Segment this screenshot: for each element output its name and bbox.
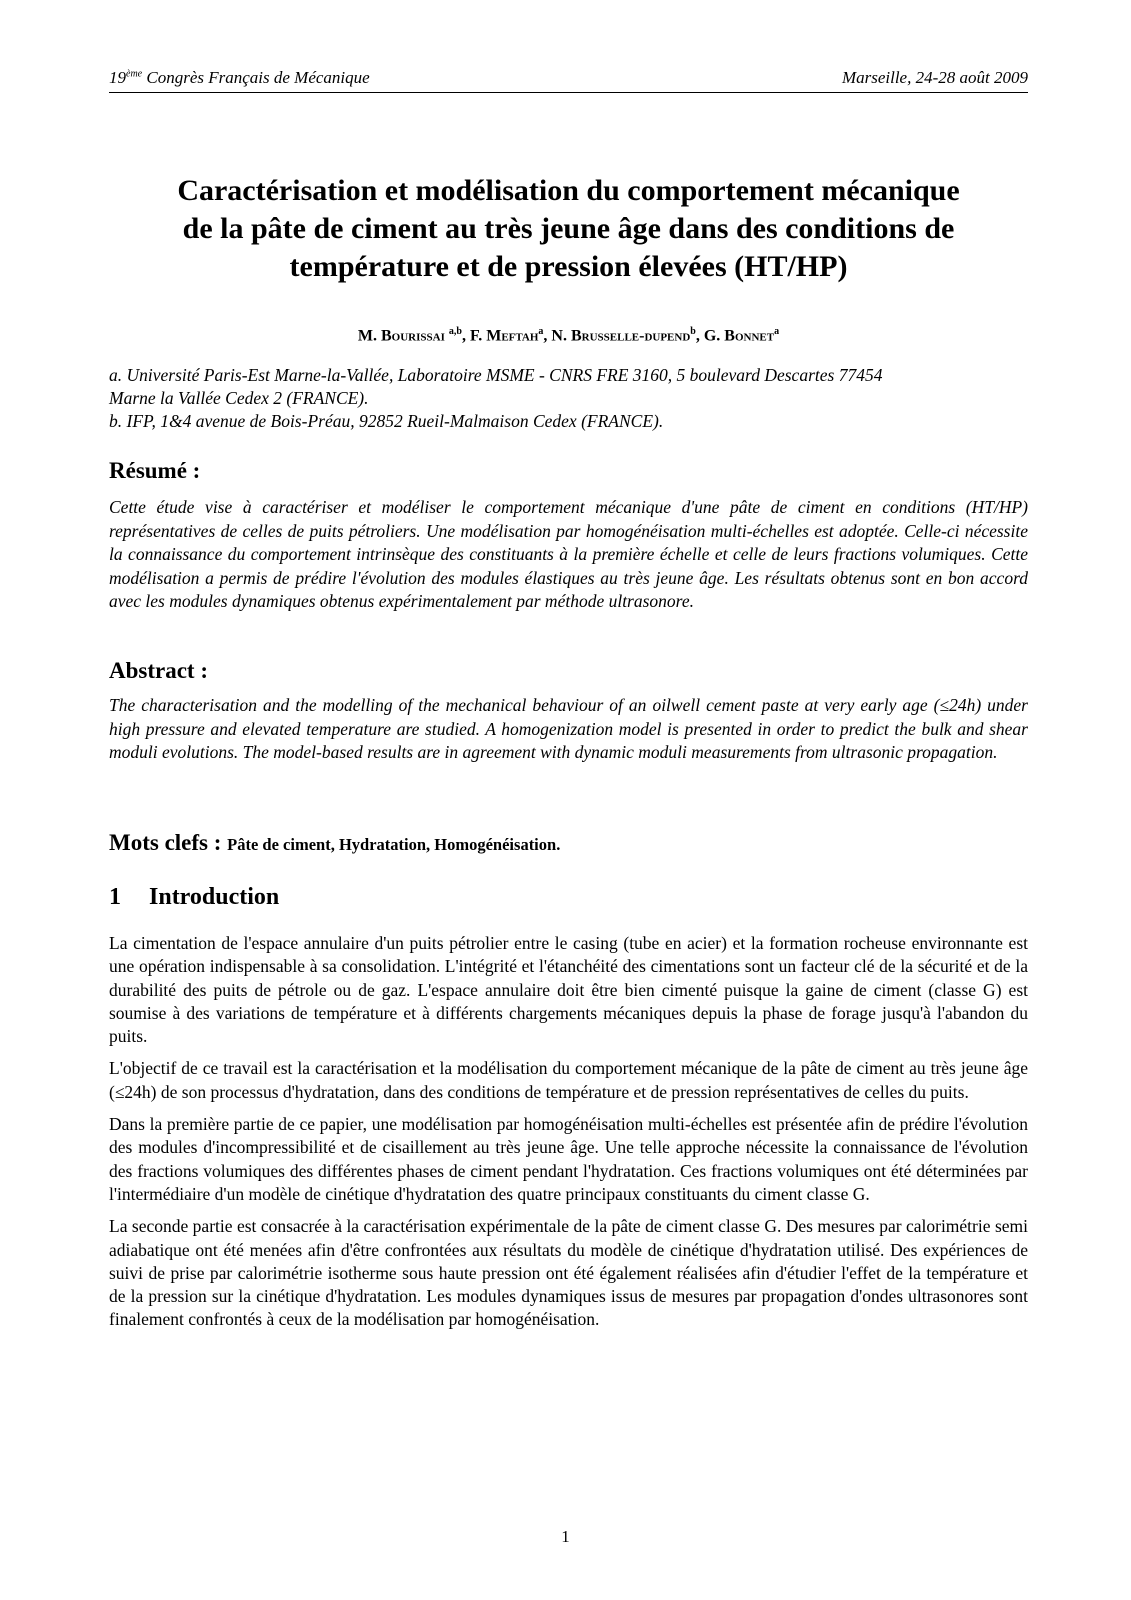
section-body [109, 932, 1028, 1341]
affiliation-a-line: Marne la Vallée Cedex 2 (FRANCE). [109, 388, 369, 408]
affiliations [109, 364, 1028, 433]
author-affiliation-mark: b [690, 326, 696, 337]
conference-name [109, 68, 370, 88]
author-affiliation-mark: a [538, 326, 544, 337]
keywords-label: Mots clefs : [109, 830, 228, 855]
running-header [109, 66, 1028, 93]
keywords [109, 830, 560, 856]
resume-heading: Résumé : [109, 458, 201, 483]
abstract-text: The characterisation and the modelling of the mechanical behaviour of an oilwell cement paste at very early age (≤24h) under high pressure and elevated temperature are studied. A homogenization model is presented in order to predict the bulk and shear moduli evolutions. The model-based results are in agreement with dynamic moduli measurements from ultrasonic propagation. [109, 695, 1028, 762]
author-name: N. Brusselle-dupend [551, 327, 691, 345]
conference-ordinal: ème [126, 68, 143, 80]
body-paragraph: Dans la première partie de ce papier, une modélisation par homogénéisation multi-échelles est présentée afin de prédire l'évolution des modules d'incompressibilité et de cisaillement au très jeune âge. Une telle approche nécessite la connaissance de l'évolution des fractions volumiques des différentes phases de ciment pendant l'hydratation. Ces fractions volumiques ont été déterminées par l'intermédiaire d'un modèle de cinétique d'hydratation des quatre principaux constituants du ciment classe G. [109, 1114, 1028, 1204]
keywords-text: Pâte de ciment, Hydratation, Homogénéisation. [227, 835, 561, 854]
section-heading [109, 884, 279, 911]
author-name: G. Bonnet [703, 327, 775, 345]
title-line: température et de pression élevées (HT/HP) [289, 250, 848, 283]
author-name: F. Meftah [469, 327, 539, 345]
page-number: 1 [561, 1527, 570, 1546]
abstract-heading: Abstract : [109, 658, 208, 683]
author-name: M. Bourissai [357, 327, 445, 345]
author-affiliation-mark: a,b [448, 326, 462, 337]
body-paragraph: La seconde partie est consacrée à la caractérisation expérimentale de la pâte de ciment classe G. Des mesures par calorimétrie semi adiabatique ont été menées afin d'être confrontées aux résultats du modèle de cinétique d'hydratation utilisé. Des expériences de suivi de prise par calorimétrie isotherme sous haute pression ont été également réalisées afin d'étudier l'effet de la température et de la pression sur la cinétique d'hydratation. Les modules dynamiques issus de mesures par propagation d'ondes ultrasonores sont finalement confrontés à ceux de la modélisation par homogénéisation. [109, 1216, 1028, 1330]
conference-title: Congrès Français de Mécanique [142, 68, 370, 87]
body-paragraph: L'objectif de ce travail est la caractérisation et la modélisation du comportement mécanique de la pâte de ciment au très jeune âge (≤24h) de son processus d'hydratation, dans des conditions de température et de pression représentatives de celles du puits. [109, 1058, 1028, 1102]
section-number: 1 [109, 884, 121, 910]
paper-title [109, 172, 1028, 286]
conference-number: 19 [109, 68, 126, 87]
section-title: Introduction [149, 884, 280, 910]
body-paragraph: La cimentation de l'espace annulaire d'un puits pétrolier entre le casing (tube en acier) et la formation rocheuse environnante est une opération indispensable à sa consolidation. L'intégrité et l'étanchéité des cimentations sont un facteur clé de la sécurité et de la durabilité des puits de pétrole ou de gaz. L'espace annulaire doit être bien cimenté puisque la gaine de ciment (classe G) est soumise à des variations de température et à différents chargements mécaniques depuis la phase de forage jusqu'à l'abandon du puits. [109, 933, 1028, 1047]
title-line: de la pâte de ciment au très jeune âge dans des conditions de [182, 212, 955, 245]
conference-location-date: Marseille, 24-28 août 2009 [841, 68, 1028, 87]
title-line: Caractérisation et modélisation du comportement mécanique [177, 174, 960, 207]
affiliation-a-line: a. Université Paris-Est Marne-la-Vallée, Laboratoire MSME - CNRS FRE 3160, 5 boulevard Descartes 77454 [109, 365, 883, 385]
affiliation-b: b. IFP, 1&4 avenue de Bois-Préau, 92852 Rueil-Malmaison Cedex (FRANCE). [109, 411, 664, 431]
author-list: M. Bourissai $^{a,b}$, F. Meftah$^a$, N. Brusselle-dupend$^b$, G. Bonnet$^a$ [357, 326, 780, 345]
resume-text: Cette étude vise à caractériser et modéliser le comportement mécanique d'une pâte de ciment en conditions (HT/HP) représentatives de celles de puits pétroliers. Une modélisation par homogénéisation multi-échelles est adoptée. Celle-ci nécessite la connaissance du comportement intrinsèque des constituants à la première échelle et celle de leurs fractions volumiques. Cette modélisation a permis de prédire l'évolution des modules élastiques au très jeune âge. Les résultats obtenus sont en bon accord avec les modules dynamiques obtenus expérimentalement par méthode ultrasonore. [109, 497, 1028, 611]
author-affiliation-mark: a [774, 326, 780, 337]
